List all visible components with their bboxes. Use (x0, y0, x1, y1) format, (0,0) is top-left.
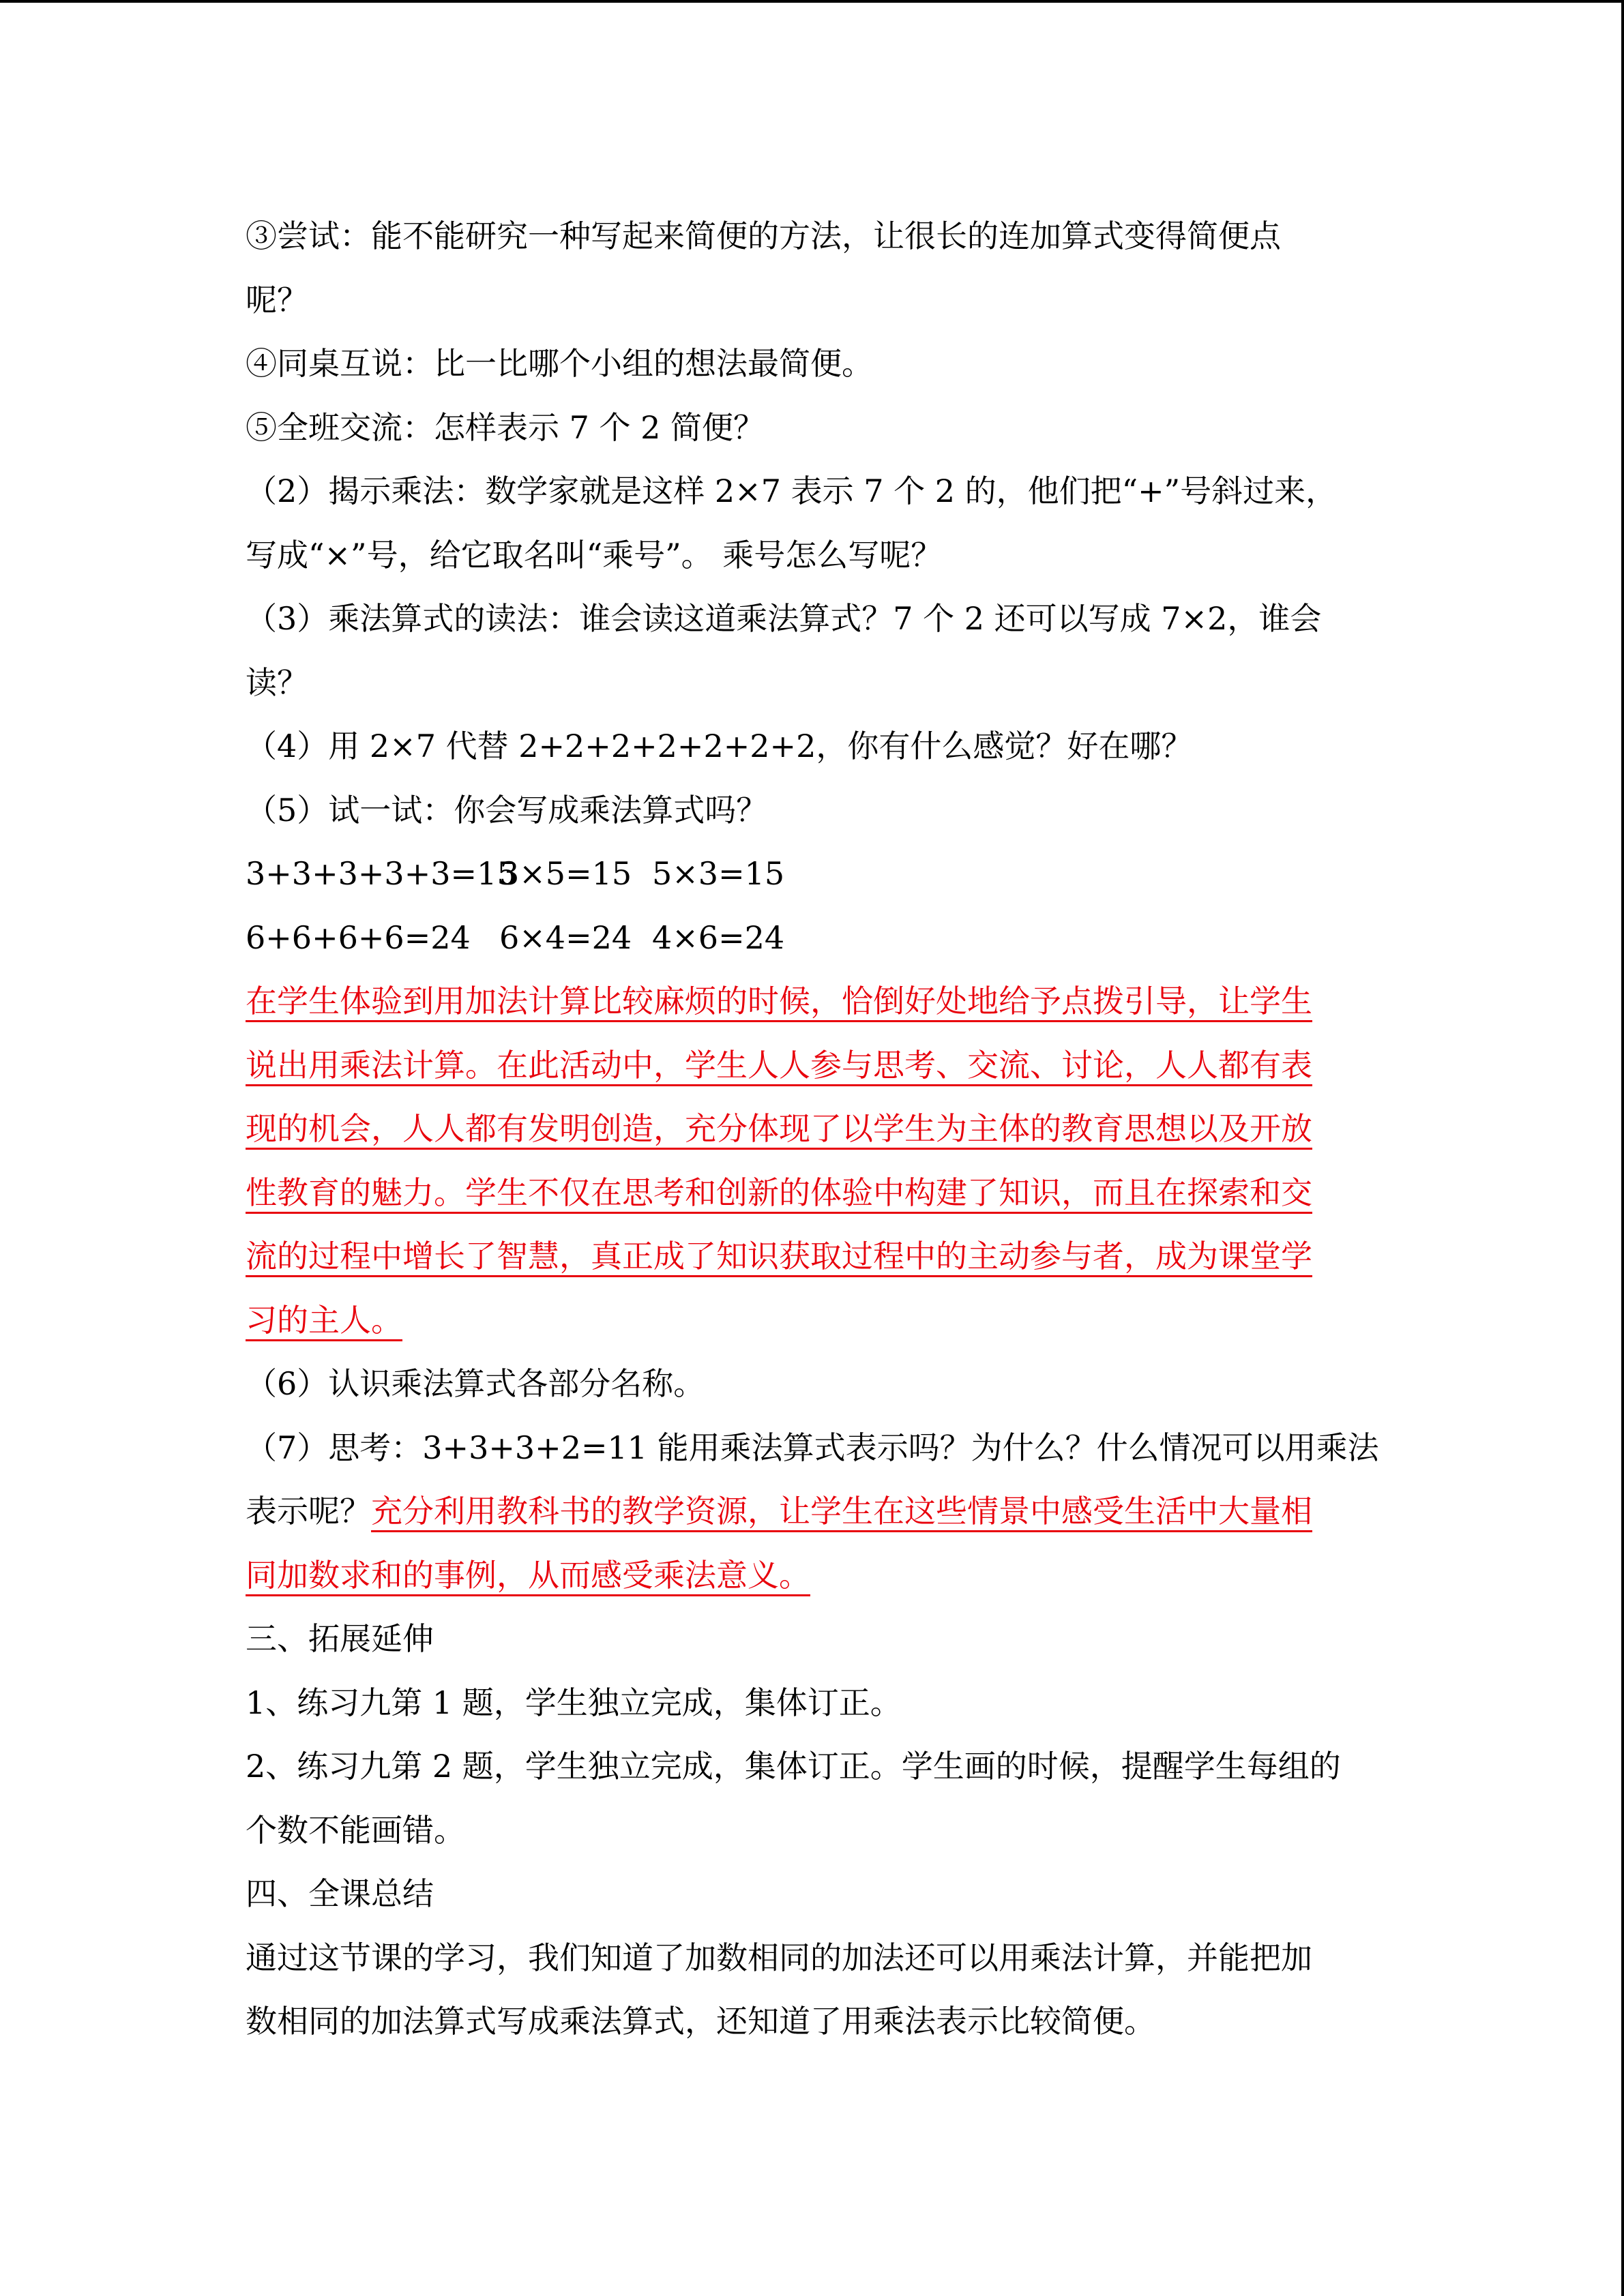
text-line: （3）乘法算式的读法：谁会读这道乘法算式？7 个 2 还可以写成 7×2，谁会 (246, 600, 1322, 637)
text-line: 2、练习九第 2 题，学生独立完成，集体订正。学生画的时候，提醒学生每组的 (246, 1748, 1341, 1785)
annotation-text: 说出用乘法计算。在此活动中，学生人人参与思考、交流、讨论，人人都有表 (246, 1046, 1312, 1084)
annotation-line (246, 1161, 1378, 1225)
mixed-line (246, 1480, 1378, 1544)
annotation-line (246, 1544, 1378, 1608)
addition-equation: 6+6+6+6=24 (246, 919, 471, 956)
text-line: （5）试一试：你会写成乘法算式吗？ (246, 791, 768, 829)
text-line: ④同桌互说：比一比哪个小组的想法最简便。 (246, 345, 873, 382)
annotation-line (246, 970, 1378, 1034)
annotation-text: 流的过程中增长了智慧，真正成了知识获取过程中的主动参与者，成为课堂学 (246, 1238, 1312, 1274)
section-heading: 三、拓展延伸 (246, 1620, 434, 1657)
document-body (246, 205, 1378, 2054)
text-line: 1、练习九第 1 题，学生独立完成，集体订正。 (246, 1684, 902, 1721)
multiplication-equation: 3×5=15 (499, 855, 632, 892)
text-line: 读？ (246, 664, 308, 701)
text-line: （4）用 2×7 代替 2+2+2+2+2+2+2，你有什么感觉？好在哪？ (246, 728, 1193, 764)
annotation-line (246, 1289, 1378, 1353)
annotation-text: 现的机会，人人都有发明创造，充分体现了以学生为主体的教育思想以及开放 (246, 1110, 1312, 1147)
text-line: （7）思考：3+3+3+2=11 能用乘法算式表示吗？为什么？什么情况可以用乘法 (246, 1429, 1379, 1466)
text-line: ③尝试：能不能研究一种写起来简便的方法，让很长的连加算式变得简便点 (246, 218, 1281, 254)
text-line: 个数不能画错。 (246, 1811, 465, 1849)
annotation-line (246, 1034, 1378, 1098)
annotation-text: 性教育的魅力。学生不仅在思考和创新的体验中构建了知识，而且在探索和交 (246, 1174, 1312, 1211)
text-line: 呢？ (246, 281, 308, 318)
annotation-text: 同加数求和的事例，从而感受乘法意义。 (246, 1556, 810, 1594)
text-line: 写成“×”号，给它取名叫“乘号”。 乘号怎么写呢？ (246, 536, 943, 573)
annotation-line (246, 1225, 1378, 1289)
multiplication-equation: 6×4=24 (499, 919, 632, 956)
text-line: ⑤全班交流：怎样表示 7 个 2 简便？ (246, 408, 765, 446)
equation-row (246, 842, 1378, 906)
text-line: （2）揭示乘法：数学家就是这样 2×7 表示 7 个 2 的，他们把“+”号斜过来， (246, 473, 1338, 509)
multiplication-equation: 4×6=24 (652, 919, 785, 956)
text-line: 数相同的加法算式写成乘法算式，还知道了用乘法表示比较简便。 (246, 2003, 1155, 2040)
multiplication-equation: 5×3=15 (652, 855, 785, 892)
addition-equation: 3+3+3+3+3=15 (246, 855, 517, 892)
annotation-text: 习的主人。 (246, 1301, 402, 1339)
annotation-text: 在学生体验到用加法计算比较麻烦的时候，恰倒好处地给予点拨引导，让学生 (246, 983, 1312, 1019)
text-line: 通过这节课的学习，我们知道了加数相同的加法还可以用乘法计算，并能把加 (246, 1939, 1312, 1976)
section-heading: 四、全课总结 (246, 1875, 434, 1912)
text-segment: 表示呢？ (246, 1493, 371, 1530)
equation-row (246, 906, 1378, 970)
text-line: （6）认识乘法算式各部分名称。 (246, 1365, 705, 1402)
annotation-line (246, 1097, 1378, 1161)
annotation-text: 充分利用教科书的教学资源，让学生在这些情景中感受生活中大量相 (371, 1493, 1312, 1530)
